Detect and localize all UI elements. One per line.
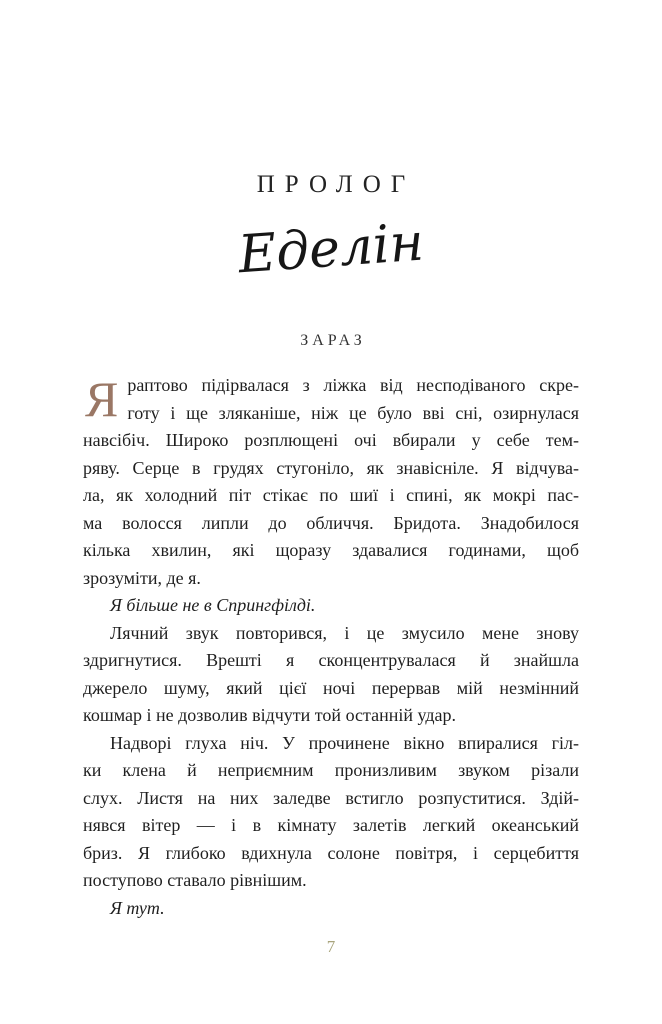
text-line: кошмар і не дозволив відчути той останній удар.	[83, 705, 456, 725]
text-line: Лячний звук повторився, і це змусило мене знову	[110, 622, 579, 643]
text-line: слух. Листя на них заледве встигло розпуститися. Здій-	[83, 787, 579, 808]
paragraph-italic	[83, 592, 579, 620]
text-line: ла, як холодний піт стікає по шиї і спині, як мокрі пас-	[83, 485, 579, 505]
text-line: Я тут.	[110, 897, 165, 918]
text-line: джерело шуму, який цієї ночі перервав мій незмінний	[83, 677, 579, 698]
text-line: ки клена й неприємним пронизливим звуком різали	[83, 760, 579, 780]
text-line: Надворі глуха ніч. У прочинене вікно впиралися гіл-	[110, 732, 579, 753]
text-line: готу і ще зляканіше, ніж це було вві сні, озирнулася	[127, 402, 579, 423]
text-line: раптово підірвалася з ліжка від несподіваного скре-	[127, 375, 579, 395]
pov-character-name: Еделін	[236, 212, 426, 286]
text-line: зрозуміти, де я.	[83, 567, 201, 588]
book-page	[83, 0, 579, 957]
paragraph-dropcap	[83, 372, 579, 592]
text-line: поступово ставало рівнішим.	[83, 870, 307, 890]
paragraph-italic	[83, 895, 579, 923]
text-line: навсібіч. Широко розплющені очі вбирали у себе тем-	[83, 430, 579, 450]
drop-cap-letter: Я	[85, 371, 119, 427]
chapter-heading: ПРОЛОГ	[256, 171, 416, 198]
text-line: кілька хвилин, які щоразу здавалися годинами, щоб	[83, 540, 579, 560]
text-line: Я більше не в Спрингфілді.	[110, 595, 316, 615]
text-line: ряву. Серце в грудях стугоніло, як знавісніле. Я відчува-	[83, 457, 579, 478]
text-line: ма волосся липли до обличчя. Бридота. Знадобилося	[83, 512, 579, 533]
text-line: нявся вітер — і в кімнату залетів легкий океанський	[83, 815, 579, 835]
text-line: здригнутися. Врешті я сконцентрувалася й знайшла	[83, 650, 579, 670]
body-text	[83, 372, 579, 922]
paragraph	[83, 620, 579, 730]
text-line: бриз. Я глибоко вдихнула солоне повітря, і серцебиття	[83, 842, 579, 863]
paragraph	[83, 730, 579, 895]
section-label: ЗАРАЗ	[300, 332, 366, 349]
page-number: 7	[326, 937, 336, 956]
